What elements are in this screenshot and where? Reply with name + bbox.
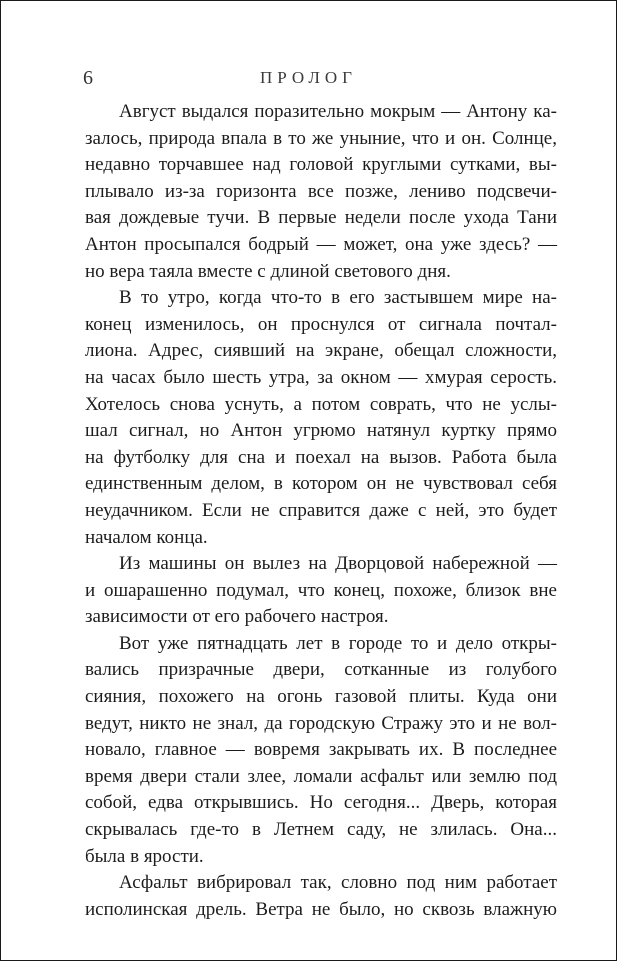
text-line: шал сигнал, но Антон угрюмо натянул куртку прямо	[85, 420, 557, 442]
text-line: Вот уже пятнадцать лет в городе то и дело откры-	[119, 632, 557, 654]
text-line: ведут, никто не знал, да городскую Стражу это и не вол-	[85, 712, 557, 734]
text-line: Асфальт вибрировал так, словно под ним работает	[119, 872, 557, 894]
body-text	[85, 99, 557, 923]
paragraph	[85, 870, 557, 923]
paragraph	[85, 99, 557, 285]
text-line: недавно торчавшее над головой круглыми сутками, вы-	[85, 154, 557, 176]
text-line: время двери стали злее, ломали асфальт или землю под	[85, 765, 557, 787]
text-line: вая дождевые тучи. В первые недели после ухода Тани	[85, 207, 557, 229]
text-line: собой, едва открывшись. Но сегодня... Дверь, которая	[85, 792, 557, 814]
text-line: скрывалась где-то в Летнем саду, не злилась. Она...	[85, 819, 557, 841]
text-line: зависимости от его рабочего настроя.	[85, 606, 389, 628]
paragraph	[85, 285, 557, 551]
text-line: Из машины он вылез на Дворцовой набережной —	[119, 553, 557, 575]
text-line: исполинская дрель. Ветра не было, но сквозь влажную	[85, 898, 557, 920]
text-line: лиона. Адрес, сиявший на экране, обещал сложности,	[85, 340, 557, 362]
text-line: Август выдался поразительно мокрым — Антону ка-	[119, 101, 557, 122]
text-line: сияния, похожего на огонь газовой плиты. Куда они	[85, 686, 557, 708]
text-line: была в ярости.	[85, 845, 204, 867]
running-head	[1, 65, 616, 93]
paragraph	[85, 631, 557, 870]
text-line: плывало из-за горизонта все позже, лениво подсвечи-	[85, 180, 557, 202]
text-line: Хотелось снова уснуть, а потом соврать, что не услы-	[85, 393, 557, 415]
page-number: 6	[83, 67, 93, 89]
text-line: вались призрачные двери, сотканные из голубого	[85, 659, 557, 681]
text-line: на футболку для сна и поехал на вызов. Работа была	[85, 446, 557, 468]
text-line: на часах было шесть утра, за окном — хмурая серость.	[85, 366, 557, 388]
text-line: В то утро, когда что-то в его застывшем мире на-	[119, 287, 557, 309]
text-line: но вера таяла вместе с длиной светового дня.	[85, 260, 451, 282]
text-line: неудачником. Если не справится даже с ней, это будет	[85, 499, 557, 521]
text-line: залось, природа впала в то же уныние, что и он. Солнце,	[85, 127, 557, 149]
text-line: Антон просыпался бодрый — может, она уже здесь? —	[85, 233, 557, 255]
paragraph	[85, 551, 557, 631]
text-line: новало, главное — вовремя закрывать их. В последнее	[85, 739, 557, 761]
section-title: ПРОЛОГ	[259, 68, 357, 87]
text-line: единственным делом, в котором он не чувствовал себя	[85, 473, 557, 495]
text-line: конец изменилось, он проснулся от сигнала почтал-	[85, 313, 557, 335]
text-line: и ошарашенно подумал, что конец, похоже, близок вне	[85, 579, 557, 601]
text-line: началом конца.	[85, 526, 208, 548]
